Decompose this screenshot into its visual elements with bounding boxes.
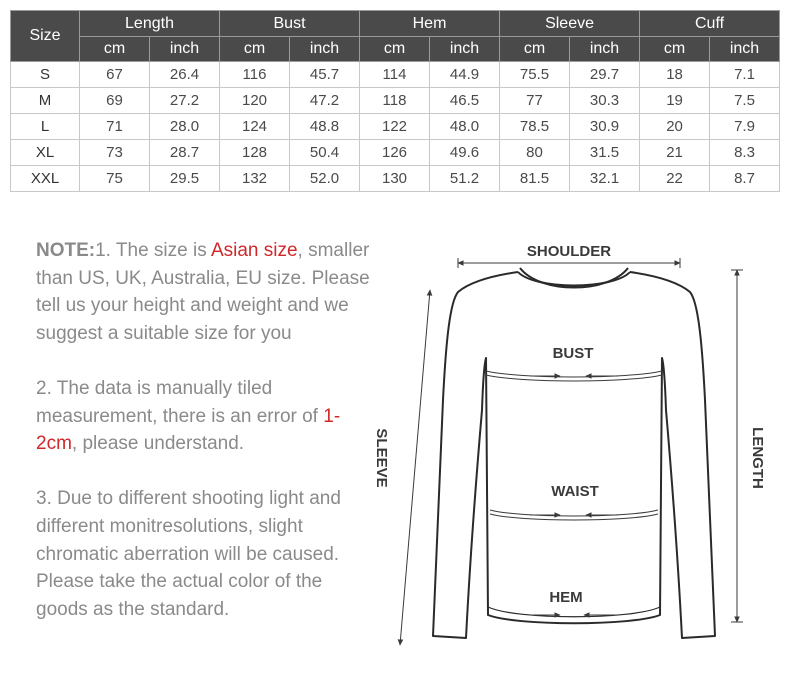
measurement-cell: 50.4: [290, 140, 360, 166]
table-row: [11, 88, 780, 114]
note-2-suffix: , please understand.: [71, 433, 245, 455]
note-2-highlight: 1-2cm: [36, 405, 341, 455]
size-chart-table: [10, 10, 780, 192]
note-2-prefix: 2. The data is manually tiled measurement, there is an error of: [36, 377, 324, 427]
measurement-cell: 116: [220, 62, 290, 88]
length-group-header: Length: [80, 11, 220, 37]
measurement-cell: 75.5: [500, 62, 570, 88]
measurement-cell: 18: [640, 62, 710, 88]
size-cell: XXL: [11, 166, 80, 192]
measurement-cell: 7.5: [710, 88, 780, 114]
measurement-cell: 126: [360, 140, 430, 166]
notes-section: [36, 237, 376, 651]
size-cell: XL: [11, 140, 80, 166]
measurement-cell: 27.2: [150, 88, 220, 114]
waist-measure-icon: [490, 510, 658, 516]
note-1: [36, 237, 376, 347]
sleeve-label: SLEEVE: [373, 428, 390, 488]
unit-header-inch: inch: [710, 37, 780, 62]
note-1-prefix: 1. The size is: [95, 240, 211, 261]
note-1-suffix: , smaller than US, UK, Australia, EU size. Please tell us your height and weight and we suggest a suitable size for you: [36, 240, 370, 344]
measurement-cell: 52.0: [290, 166, 360, 192]
measurement-cell: 75: [80, 166, 150, 192]
length-label: LENGTH: [749, 427, 766, 489]
shirt-outline-icon: [433, 268, 715, 638]
measurement-cell: 128: [220, 140, 290, 166]
note-label: NOTE:: [36, 240, 96, 261]
size-cell: M: [11, 88, 80, 114]
cuff-group-header: Cuff: [640, 11, 780, 37]
measurement-cell: 21: [640, 140, 710, 166]
measurement-cell: 48.8: [290, 114, 360, 140]
measurement-cell: 51.2: [430, 166, 500, 192]
measurement-cell: 122: [360, 114, 430, 140]
measurement-cell: 44.9: [430, 62, 500, 88]
measurement-cell: 31.5: [570, 140, 640, 166]
shirt-measurement-diagram: [370, 230, 780, 660]
measurement-cell: 73: [80, 140, 150, 166]
measurement-cell: 80: [500, 140, 570, 166]
unit-header-cm: cm: [80, 37, 150, 62]
hem-group-header: Hem: [360, 11, 500, 37]
measurement-cell: 130: [360, 166, 430, 192]
measurement-cell: 46.5: [430, 88, 500, 114]
measurement-cell: 32.1: [570, 166, 640, 192]
table-row: [11, 62, 780, 88]
sleeve-arrow-icon: [400, 290, 430, 645]
measurement-cell: 20: [640, 114, 710, 140]
unit-header-cm: cm: [640, 37, 710, 62]
measurement-cell: 30.3: [570, 88, 640, 114]
measurement-cell: 77: [500, 88, 570, 114]
measurement-cell: 118: [360, 88, 430, 114]
note-2: [36, 375, 376, 458]
size-cell: S: [11, 62, 80, 88]
measurement-cell: 26.4: [150, 62, 220, 88]
hem-label: HEM: [549, 589, 583, 606]
table-row: [11, 166, 780, 192]
measurement-cell: 67: [80, 62, 150, 88]
table-row: [11, 140, 780, 166]
unit-header-cm: cm: [500, 37, 570, 62]
measurement-cell: 78.5: [500, 114, 570, 140]
measurement-cell: 81.5: [500, 166, 570, 192]
measurement-cell: 132: [220, 166, 290, 192]
measurement-cell: 69: [80, 88, 150, 114]
measurement-cell: 124: [220, 114, 290, 140]
measurement-cell: 45.7: [290, 62, 360, 88]
measurement-cell: 28.0: [150, 114, 220, 140]
measurement-cell: 48.0: [430, 114, 500, 140]
size-column-header: Size: [11, 11, 80, 62]
measurement-cell: 7.1: [710, 62, 780, 88]
measurement-cell: 29.5: [150, 166, 220, 192]
measurement-cell: 8.3: [710, 140, 780, 166]
unit-header-inch: inch: [150, 37, 220, 62]
table-row: [11, 114, 780, 140]
measurement-cell: 29.7: [570, 62, 640, 88]
size-cell: L: [11, 114, 80, 140]
note-1-highlight: Asian size: [210, 240, 298, 261]
size-table-body: [11, 62, 780, 192]
measurement-cell: 49.6: [430, 140, 500, 166]
unit-header-inch: inch: [290, 37, 360, 62]
measurement-cell: 22: [640, 166, 710, 192]
bust-measure-icon: [486, 371, 662, 377]
note-3: 3. Due to different shooting light and different monitresolutions, slight chromatic aberration will be caused. Please take the actual color of the goods as the standard.: [36, 488, 341, 620]
measurement-cell: 7.9: [710, 114, 780, 140]
measurement-cell: 28.7: [150, 140, 220, 166]
unit-header-cm: cm: [360, 37, 430, 62]
unit-header-cm: cm: [220, 37, 290, 62]
measurement-cell: 120: [220, 88, 290, 114]
measurement-cell: 114: [360, 62, 430, 88]
waist-label: WAIST: [551, 483, 599, 500]
unit-header-inch: inch: [430, 37, 500, 62]
bust-group-header: Bust: [220, 11, 360, 37]
measurement-cell: 47.2: [290, 88, 360, 114]
measurement-cell: 8.7: [710, 166, 780, 192]
measurement-cell: 19: [640, 88, 710, 114]
measurement-cell: 30.9: [570, 114, 640, 140]
measurement-cell: 71: [80, 114, 150, 140]
bust-label: BUST: [552, 345, 594, 362]
unit-header-inch: inch: [570, 37, 640, 62]
sleeve-group-header: Sleeve: [500, 11, 640, 37]
shoulder-label: SHOULDER: [526, 243, 612, 260]
